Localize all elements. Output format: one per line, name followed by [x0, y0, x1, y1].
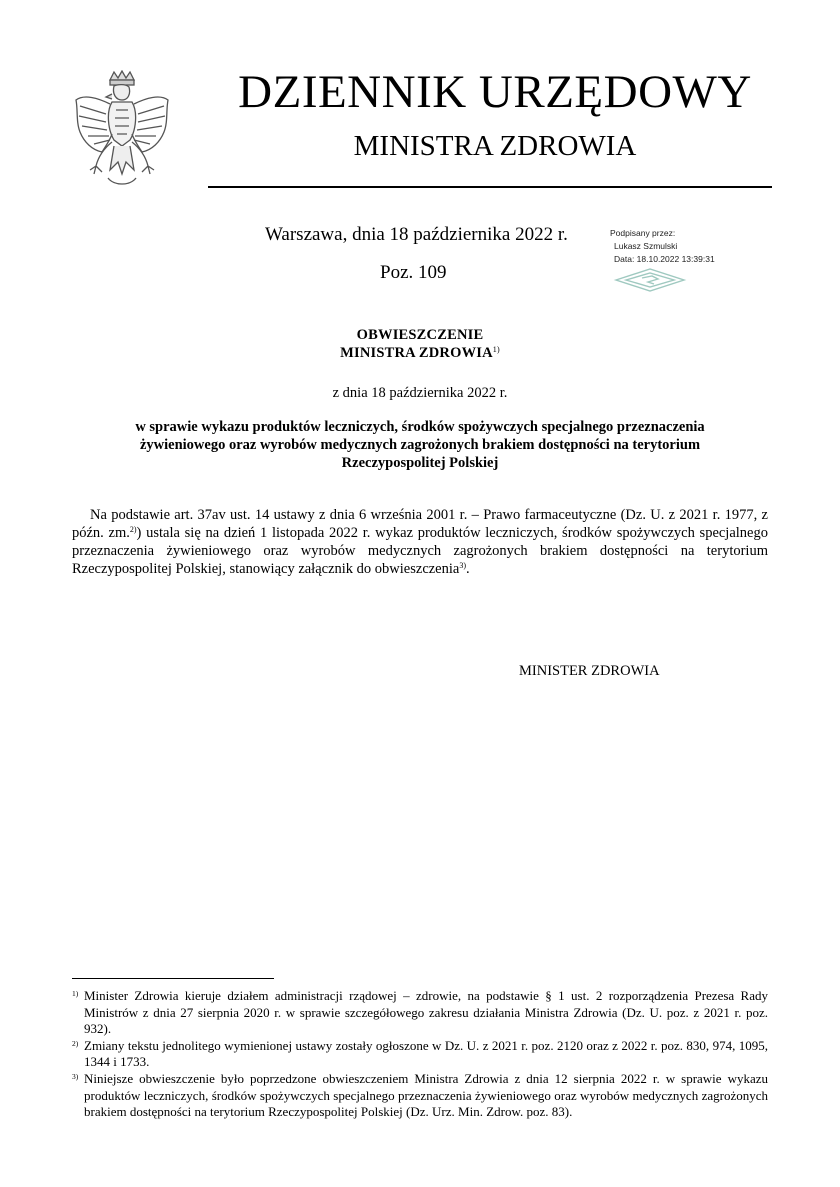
footnote-text: Minister Zdrowia kieruje działem administracji rządowej – zdrowie, na podstawie § 1 ust. 2 rozporządzenia Prezesa Rady Ministrów z dnia 27 sierpnia 2020 r. w sprawie szczegółowego zakresu działania Ministra Zdrowia (Dz. U. poz. z 2021 r. poz. 932). [84, 988, 768, 1037]
footnote-number: 1) [72, 989, 79, 998]
footnote-ref-1: 1) [492, 345, 500, 354]
footnote-ref-3: 3) [459, 561, 467, 570]
signature-date: Data: 18.10.2022 13:39:31 [614, 254, 715, 264]
document-type: OBWIESZCZENIE [356, 327, 484, 343]
body-text-part: Na podstawie art. 37av ust. 14 ustawy z dnia 6 września 2001 r. – Prawo farmaceutyczne (Dz. U. z 2021 r. 1977, z późn. zm. [72, 507, 768, 541]
footnotes [72, 988, 768, 1121]
signature-signer: Lukasz Szmulski [614, 241, 678, 251]
signature-check-icon [612, 267, 688, 293]
footnote-text: Zmiany tekstu jednolitego wymienionej ustawy zostały ogłoszone w Dz. U. z 2021 r. poz. 2120 oraz z 2022 r. poz. 830, 974, 1095, 1344 i 1733. [84, 1037, 768, 1070]
footnote-text: Niniejsze obwieszczenie było poprzedzone obwieszczeniem Ministra Zdrowia z dnia 12 sierpnia 2022 r. w sprawie wykazu produktów leczniczych, środków spożywczych specjalnego przeznaczenia żywieniowego oraz wyrobów medycznych zagrożonych brakiem dostępności na terytorium Rzeczypospolitej Polskiej (Dz. Urz. Min. Zdrow. poz. 83). [84, 1070, 768, 1120]
document-issuer [0, 344, 840, 362]
body-paragraph [72, 506, 768, 578]
journal-subtitle: MINISTRA ZDROWIA [353, 130, 637, 162]
journal-title: DZIENNIK URZĘDOWY [238, 66, 752, 118]
footnote-ref-2: 2) [129, 525, 137, 534]
footnote [72, 1038, 768, 1071]
signatory: MINISTER ZDROWIA [519, 663, 660, 679]
digital-signature-block [610, 227, 750, 266]
body-text-part: ) ustala się na dzień 1 listopada 2022 r. wykaz produktów leczniczych, środków spożywczych specjalnego przeznaczenia żywieniowego oraz wyrobów medycznych zagrożonych brakiem dostępności na terytorium Rzeczypospolitej Polskiej, stanowiący załącznik do obwieszczenia [72, 525, 768, 577]
footnote [72, 1071, 768, 1121]
footnote [72, 988, 768, 1038]
body-text-part: . [466, 561, 470, 577]
footnote-number: 3) [72, 1071, 79, 1081]
issuer-name: MINISTRA ZDROWIA [340, 345, 493, 361]
publication-date: Warszawa, dnia 18 października 2022 r. [265, 224, 568, 245]
position-number: Poz. 109 [380, 262, 447, 283]
document-date: z dnia 18 października 2022 r. [332, 385, 508, 401]
document-subject: w sprawie wykazu produktów leczniczych, środków spożywczych specjalnego przeznaczenia żywieniowego oraz wyrobów medycznych zagrożonych brakiem dostępności na terytorium Rzeczypospolitej Polskiej [135, 419, 705, 471]
footnote-divider [72, 978, 274, 979]
header-divider [208, 186, 772, 188]
signature-label: Podpisany przez: [610, 228, 676, 238]
footnote-number: 2) [72, 1038, 79, 1048]
